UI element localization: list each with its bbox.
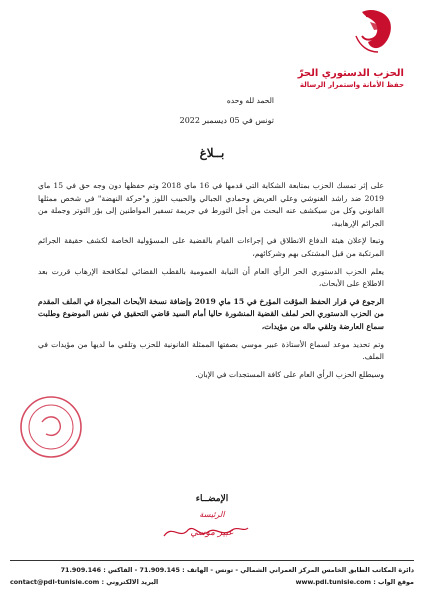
document-body xyxy=(38,180,384,386)
document-date: تونس في 05 ديسمبر 2022 xyxy=(179,116,274,125)
footer-address: دائرة المكاتب الطابق الخامس المركز العمراني الشمالي - تونس - الهاتف : 71.909.145 - الفاكس : 71.909.146 xyxy=(60,566,414,574)
signatory-name: عبير موسي xyxy=(190,528,234,538)
party-logo-icon xyxy=(270,6,410,66)
page-title: بــلاغ xyxy=(199,146,225,160)
official-stamp-icon xyxy=(16,392,86,462)
signature-title: الإمضــاء xyxy=(195,494,229,504)
paragraph-highlight: الرجوع في قرار الحفظ المؤقت المؤرخ في 15 ماي 2019 وإضافة نسخة الأبحاث المجراة في الملف المقدم من الحزب الدستوري الحر لملف القضية المنشورة حاليا أمام السيد قاضي التحقيق في نفس الموضوع وطلبت سماع العارضة وتلقي ماله من مؤيدات، xyxy=(38,296,384,331)
paragraph: على إثر تمسك الحزب بمتابعة الشكاية التي قدمها في 16 ماي 2018 وتم حفظها دون وجه حق في 15 ماي 2019 ضد راشد الغنوشي وعلي العريض وحمادي الجبالي والحبيب اللوز و"حركة النهضة" في شخص ممثلها القانوني وكل من سيكشف عنه البحث من أجل التورط في جريمة تسفير المواطنين إلى بؤر التوتر وجملة من الجرائم الإرهابية، xyxy=(38,181,385,228)
footer-website[interactable]: موقع الواب : www.pdl.tunisie.com xyxy=(295,578,414,586)
footer-divider xyxy=(10,560,414,561)
footer xyxy=(10,564,414,588)
party-slogan: حفظ الأمانة واستمرار الرسالة xyxy=(299,81,404,89)
opening-phrase: الحمد لله وحده xyxy=(226,96,274,105)
handwritten-signature-icon xyxy=(160,520,250,542)
paragraph: وسيطلع الحزب الرأي العام على كافة المستجدات في الإبان. xyxy=(195,369,384,379)
paragraph: وتم تحديد موعد لسماع الأستاذة عبير موسي بصفتها الممثلة القانونية للحزب وتلقي ما لديها من مؤيدات في الملف. xyxy=(38,339,384,362)
party-name: الحزب الدستوري الحرّ xyxy=(297,68,404,79)
footer-email[interactable]: البريد الالكتروني : contact@pdl-tunisie.com xyxy=(10,578,159,586)
paragraph: وتبعا لإعلان هيئة الدفاع الانطلاق في إجراءات القيام بالقضية على المسؤولية الخاصة لكشف حقيقة الجرائم المرتكبة من قبل المشتكى بهم وشركائهم، xyxy=(38,236,384,258)
signatory-role: الرئيسة xyxy=(199,510,225,519)
header xyxy=(270,6,410,89)
paragraph: يعلم الحزب الدستوري الحر الرأي العام أن النيابة العمومية بالقطب القضائي لمكافحة الإرهاب قررت بعد الاطلاع على الأبحاث، xyxy=(38,266,384,289)
